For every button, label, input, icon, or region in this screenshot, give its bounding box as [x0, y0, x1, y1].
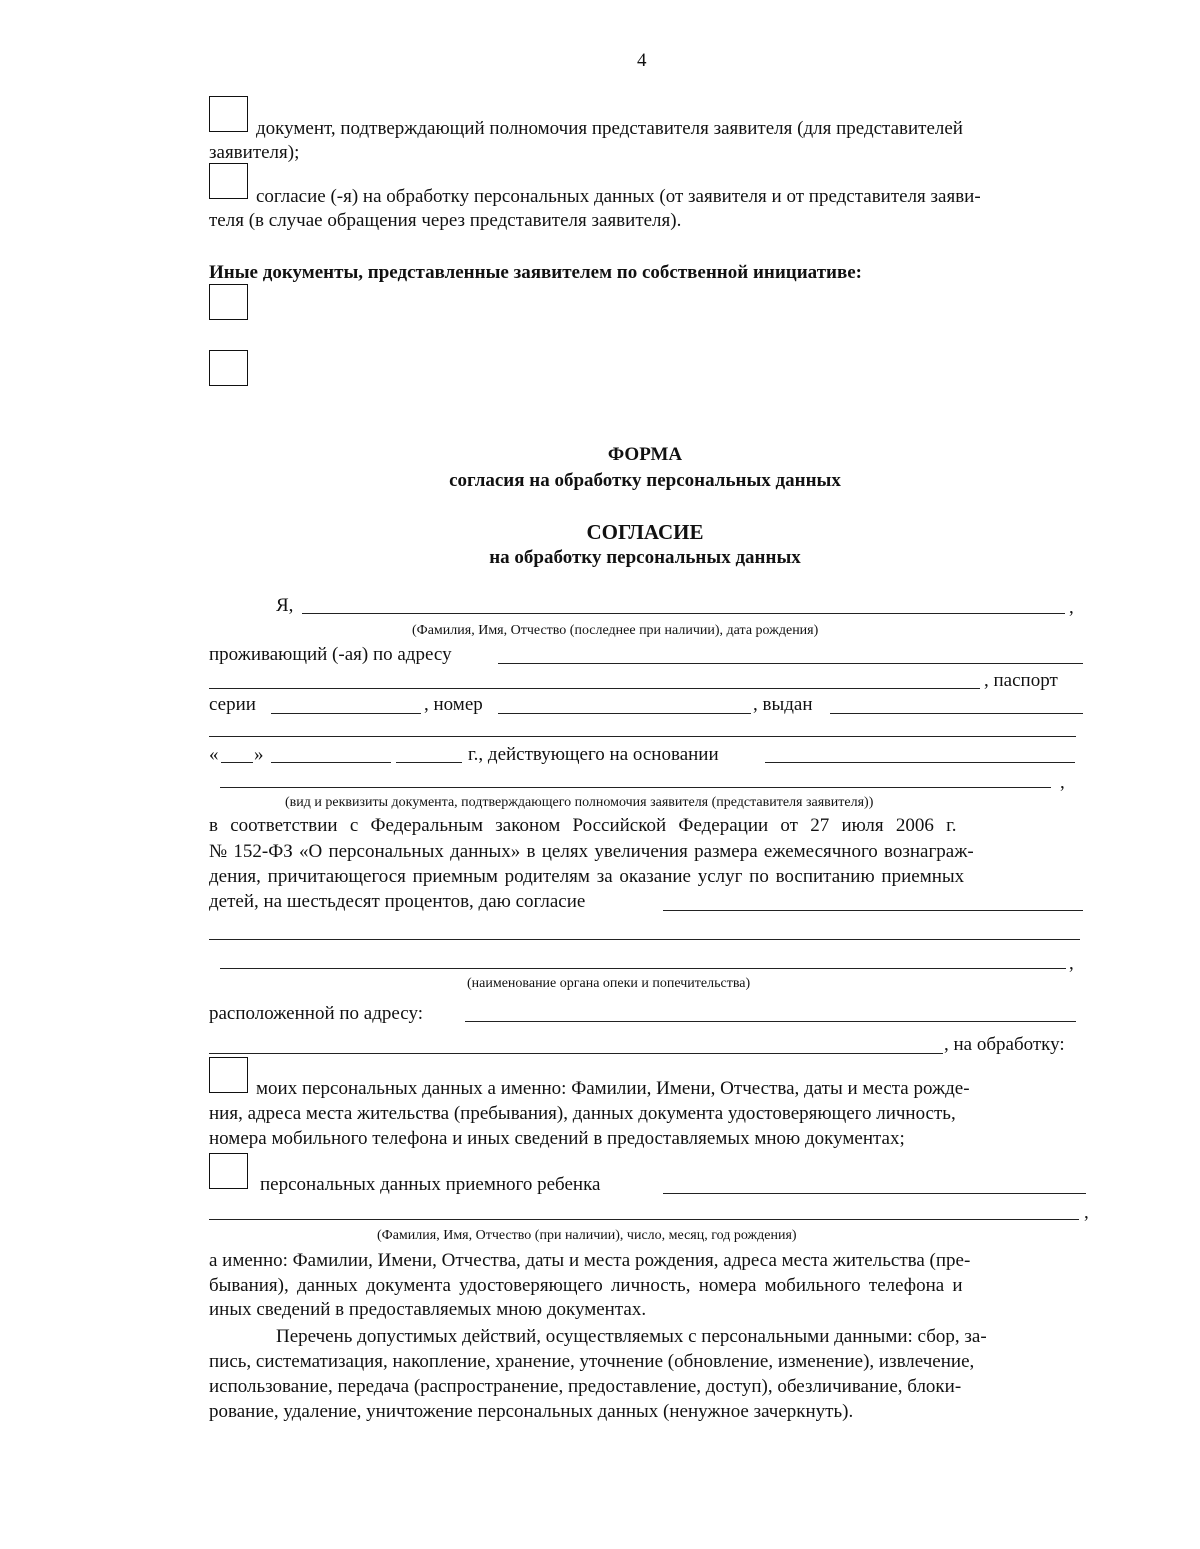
field-organ-address-1[interactable]: [465, 1021, 1076, 1022]
checkbox-consent-processing[interactable]: [209, 163, 248, 199]
quote-close: »: [254, 744, 264, 765]
field-organ-1[interactable]: [663, 910, 1083, 911]
body-line-1: в соответствии с Федеральным законом Российской Федерации от 27 июля 2006 г.: [209, 815, 957, 836]
quote-open: «: [209, 744, 219, 765]
field-basis-1[interactable]: [765, 762, 1075, 763]
checklist-item-1-line-1: документ, подтверждающий полномочия представителя заявителя (для представителей: [256, 118, 963, 139]
field-address-2[interactable]: [209, 688, 980, 689]
field-series[interactable]: [271, 713, 421, 714]
label-located: расположенной по адресу:: [209, 1003, 423, 1024]
field-issued-2[interactable]: [209, 736, 1076, 737]
caption-fio: (Фамилия, Имя, Отчество (последнее при наличии), дата рождения): [412, 623, 819, 638]
option-own-data-line-2: ния, адреса места жительства (пребывания), данных документа удостоверяющего личность,: [209, 1103, 956, 1124]
child-detail-line-1: а именно: Фамилии, Имени, Отчества, даты и места рождения, адреса места жительства (пре-: [209, 1250, 971, 1271]
consent-subtitle: на обработку персональных данных: [489, 547, 801, 568]
field-organ-2[interactable]: [209, 939, 1080, 940]
field-organ-address-2[interactable]: [209, 1053, 943, 1054]
child-detail-line-2: бывания), данных документа удостоверяющего личность, номера мобильного телефона и: [209, 1275, 963, 1296]
field-number[interactable]: [498, 713, 751, 714]
field-child-1[interactable]: [663, 1193, 1086, 1194]
field-year[interactable]: [396, 762, 462, 763]
label-series: серии: [209, 694, 256, 715]
checkbox-other-doc-1[interactable]: [209, 284, 248, 320]
label-number: , номер: [424, 694, 483, 715]
label-residing: проживающий (-ая) по адресу: [209, 644, 452, 665]
label-passport: , паспорт: [984, 670, 1058, 691]
actions-line-3: использование, передача (распространение, предоставление, доступ), обезличивание, блоки-: [209, 1376, 962, 1397]
label-for-processing: , на обработку:: [944, 1034, 1065, 1055]
caption-child: (Фамилия, Имя, Отчество (при наличии), число, месяц, год рождения): [377, 1228, 797, 1243]
checkbox-other-doc-2[interactable]: [209, 350, 248, 386]
actions-line-2: пись, систематизация, накопление, хранение, уточнение (обновление, изменение), извлечение,: [209, 1351, 975, 1372]
checklist-item-2-line-2: теля (в случае обращения через представителя заявителя).: [209, 210, 682, 231]
label-ya: Я,: [276, 595, 294, 616]
checkbox-representative-authority[interactable]: [209, 96, 248, 132]
form-subtitle: согласия на обработку персональных данных: [449, 470, 841, 491]
checklist-item-1-line-2: заявителя);: [209, 142, 300, 163]
body-line-2: № 152-ФЗ «О персональных данных» в целях увеличения размера ежемесячного вознаграж-: [209, 841, 974, 862]
consent-title: СОГЛАСИЕ: [586, 520, 704, 544]
page-number: 4: [637, 50, 647, 71]
child-detail-line-3: иных сведений в предоставляемых мною документах.: [209, 1299, 647, 1320]
checkbox-child-data[interactable]: [209, 1153, 248, 1189]
comma-basis: ,: [1060, 772, 1065, 793]
body-line-3: дения, причитающегося приемным родителям за оказание услуг по воспитанию приемных: [209, 866, 965, 887]
checklist-item-2-line-1: согласие (-я) на обработку персональных данных (от заявителя и от представителя заяви-: [256, 186, 981, 207]
caption-org: (наименование органа опеки и попечительства): [467, 976, 751, 991]
body-line-4: детей, на шестьдесят процентов, даю согласие: [209, 891, 586, 912]
field-basis-2[interactable]: [220, 787, 1051, 788]
actions-line-4: рование, удаление, уничтожение персональных данных (ненужное зачеркнуть).: [209, 1401, 854, 1422]
label-issued: , выдан: [753, 694, 813, 715]
option-own-data-line-3: номера мобильного телефона и иных сведений в предоставляемых мною документах;: [209, 1128, 905, 1149]
field-child-2[interactable]: [209, 1219, 1079, 1220]
field-day[interactable]: [221, 762, 253, 763]
option-own-data-line-1: моих персональных данных а именно: Фамилии, Имени, Отчества, даты и места рожде-: [256, 1078, 970, 1099]
field-organ-3[interactable]: [220, 968, 1066, 969]
checkbox-own-data[interactable]: [209, 1057, 248, 1093]
field-address-1[interactable]: [498, 663, 1083, 664]
form-title: ФОРМА: [607, 444, 683, 465]
other-docs-heading: Иные документы, представленные заявителем по собственной инициативе:: [209, 262, 862, 283]
field-fio[interactable]: [302, 613, 1065, 614]
comma-fio: ,: [1069, 597, 1074, 618]
label-year-basis: г., действующего на основании: [468, 744, 719, 765]
caption-doc: (вид и реквизиты документа, подтверждающего полномочия заявителя (представителя заявителя)): [285, 795, 874, 810]
actions-line-1: Перечень допустимых действий, осуществляемых с персональными данными: сбор, за-: [276, 1326, 987, 1347]
field-month[interactable]: [271, 762, 391, 763]
comma-child: ,: [1084, 1202, 1089, 1223]
option-child-data: персональных данных приемного ребенка: [260, 1174, 601, 1195]
comma-organ: ,: [1069, 953, 1074, 974]
field-issued-1[interactable]: [830, 713, 1083, 714]
